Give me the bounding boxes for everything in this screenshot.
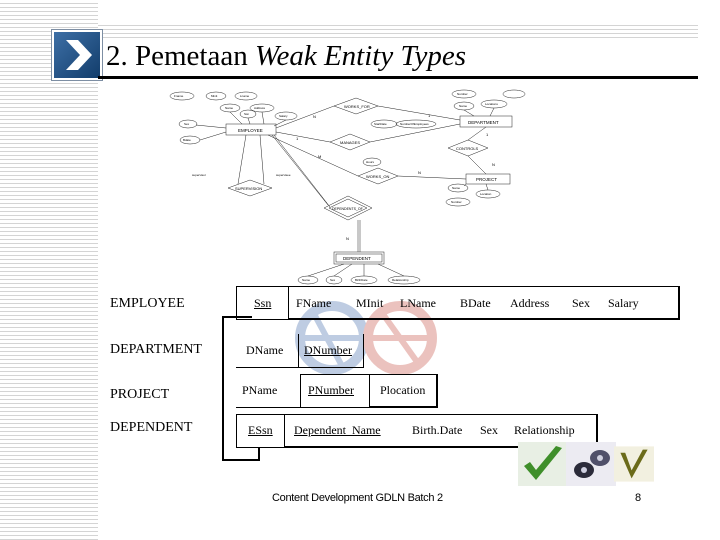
svg-text:Address: Address <box>254 106 266 110</box>
svg-text:M: M <box>318 154 322 159</box>
svg-text:DEPARTMENT: DEPARTMENT <box>468 120 499 125</box>
title-italic: Weak Entity Types <box>254 40 466 72</box>
checkmark-icon <box>518 442 568 486</box>
page-number: 8 <box>635 492 642 504</box>
svg-text:BirthDate: BirthDate <box>355 278 368 282</box>
project-col-plocation: Plocation <box>380 383 426 397</box>
fk-connector <box>222 459 260 461</box>
chevron-right-icon <box>52 30 102 80</box>
svg-text:Name: Name <box>452 186 461 190</box>
employee-col-sex: Sex <box>572 296 590 310</box>
svg-text:Fname: Fname <box>174 94 184 98</box>
svg-text:Hours: Hours <box>366 160 375 164</box>
department-col-dname: DName <box>246 343 284 357</box>
project-row <box>236 374 438 408</box>
fk-connector <box>222 316 224 461</box>
title-underline <box>98 76 698 79</box>
svg-text:SUPERVISION: SUPERVISION <box>235 186 263 191</box>
dependent-col-essn: ESsn <box>248 423 273 437</box>
svg-text:Locations: Locations <box>485 102 498 106</box>
employee-col-salary: Salary <box>608 296 639 310</box>
employee-col-address: Address <box>510 296 550 310</box>
svg-text:PROJECT: PROJECT <box>476 177 498 182</box>
svg-text:N: N <box>418 170 421 175</box>
svg-text:CONTROLS: CONTROLS <box>456 146 479 151</box>
svg-text:Salary: Salary <box>279 114 288 118</box>
title-prefix: 2. Pemetaan <box>106 40 255 72</box>
svg-text:Name: Name <box>459 104 468 108</box>
dependent-col-sex: Sex <box>480 423 498 437</box>
employee-col-ssn: Ssn <box>254 296 272 310</box>
svg-text:StartDate: StartDate <box>374 122 387 126</box>
svg-text:Name: Name <box>225 106 234 110</box>
relation-name-department: DEPARTMENT <box>110 342 202 357</box>
project-col-pname: PName <box>242 383 278 397</box>
dependent-col-birthdate: Birth.Date <box>412 423 463 437</box>
department-row <box>236 334 364 368</box>
svg-text:N: N <box>346 236 349 241</box>
relation-name-project: PROJECT <box>110 387 170 402</box>
svg-text:Relationship: Relationship <box>392 278 409 282</box>
relation-name-employee: EMPLOYEE <box>110 296 185 311</box>
svg-text:WORKS_FOR: WORKS_FOR <box>344 104 370 109</box>
svg-text:NumberOfEmployees: NumberOfEmployees <box>400 122 429 126</box>
svg-text:MANAGES: MANAGES <box>340 140 361 145</box>
employee-col-minit: MInit <box>356 296 384 310</box>
svg-text:supervisee: supervisee <box>276 173 291 177</box>
svg-text:Sex: Sex <box>184 122 190 126</box>
svg-text:Name: Name <box>302 278 311 282</box>
svg-text:Ssn: Ssn <box>244 112 250 116</box>
page-title <box>106 40 466 73</box>
employee-col-lname: LName <box>400 296 436 310</box>
svg-text:Number: Number <box>451 200 462 204</box>
svg-text:Lname: Lname <box>240 94 250 98</box>
svg-text:DEPENDENTS_OF: DEPENDENTS_OF <box>332 207 363 211</box>
svg-text:N: N <box>313 114 316 119</box>
svg-text:1: 1 <box>428 113 431 118</box>
svg-text:DEPENDENT: DEPENDENT <box>343 256 371 261</box>
employee-row <box>236 286 680 320</box>
svg-text:Sex: Sex <box>330 278 336 282</box>
dependent-col-relationship: Relationship <box>514 423 575 437</box>
employee-col-fname: FName <box>296 296 332 310</box>
svg-text:WORKS_ON: WORKS_ON <box>366 174 390 179</box>
fk-connector <box>222 316 252 318</box>
svg-text:Bdate: Bdate <box>183 138 191 142</box>
department-col-dnumber: DNumber <box>304 343 352 357</box>
svg-text:Minit: Minit <box>211 94 218 98</box>
dependent-col-dependent-name: Dependent_Name <box>294 423 381 437</box>
svg-text:1: 1 <box>296 136 299 141</box>
er-diagram <box>168 84 528 288</box>
project-col-pnumber: PNumber <box>308 383 354 397</box>
svg-text:N: N <box>492 162 495 167</box>
svg-text:Number: Number <box>457 92 468 96</box>
relation-name-dependent: DEPENDENT <box>110 420 193 435</box>
gear-icon <box>566 442 616 486</box>
svg-text:Location: Location <box>480 192 492 196</box>
svg-text:supervisor: supervisor <box>192 173 206 177</box>
vcheck-icon <box>614 442 654 486</box>
footer-text: Content Development GDLN Batch 2 <box>272 492 443 504</box>
employee-col-bdate: BDate <box>460 296 491 310</box>
svg-text:1: 1 <box>486 132 489 137</box>
svg-text:EMPLOYEE: EMPLOYEE <box>238 128 263 133</box>
